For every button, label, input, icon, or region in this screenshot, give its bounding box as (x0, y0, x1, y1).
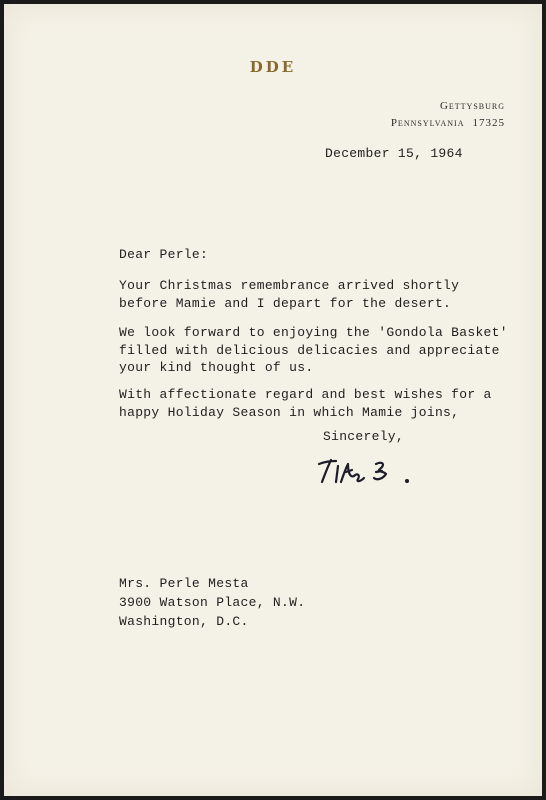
recipient-city: Washington, D.C. (119, 614, 249, 629)
recipient-street: 3900 Watson Place, N.W. (119, 595, 306, 610)
paragraph-2 (119, 324, 508, 377)
letter-page (4, 4, 542, 796)
paragraph-2-line: filled with delicious delicacies and appreciate (119, 342, 500, 358)
letterhead-state: Pennsylvania (390, 117, 465, 129)
paragraph-1-line: before Mamie and I depart for the desert. (119, 295, 452, 311)
salutation: Dear Perle: (119, 247, 209, 262)
closing: Sincerely, (323, 429, 405, 444)
letterhead-zip: 17325 (472, 117, 505, 129)
letterhead-state-zip (391, 115, 505, 132)
paragraph-1 (119, 277, 460, 312)
paragraph-3-line: happy Holiday Season in which Mamie joins, (119, 404, 460, 420)
paragraph-3 (119, 386, 492, 421)
paragraph-3-line: With affectionate regard and best wishes for a (119, 387, 492, 402)
handwritten-signature (316, 452, 426, 492)
letterhead-address (391, 98, 505, 132)
recipient-name: Mrs. Perle Mesta (119, 576, 249, 591)
paragraph-2-line: your kind thought of us. (119, 360, 314, 375)
letterhead-city: Gettysburg (439, 100, 505, 112)
paragraph-2-line: We look forward to enjoying the 'Gondola Basket' (119, 325, 508, 340)
letterhead-monogram: DDE (249, 58, 297, 76)
paragraph-1-line: Your Christmas remembrance arrived shortly (119, 278, 460, 293)
recipient-address (119, 574, 305, 631)
letter-date: December 15, 1964 (325, 146, 463, 161)
